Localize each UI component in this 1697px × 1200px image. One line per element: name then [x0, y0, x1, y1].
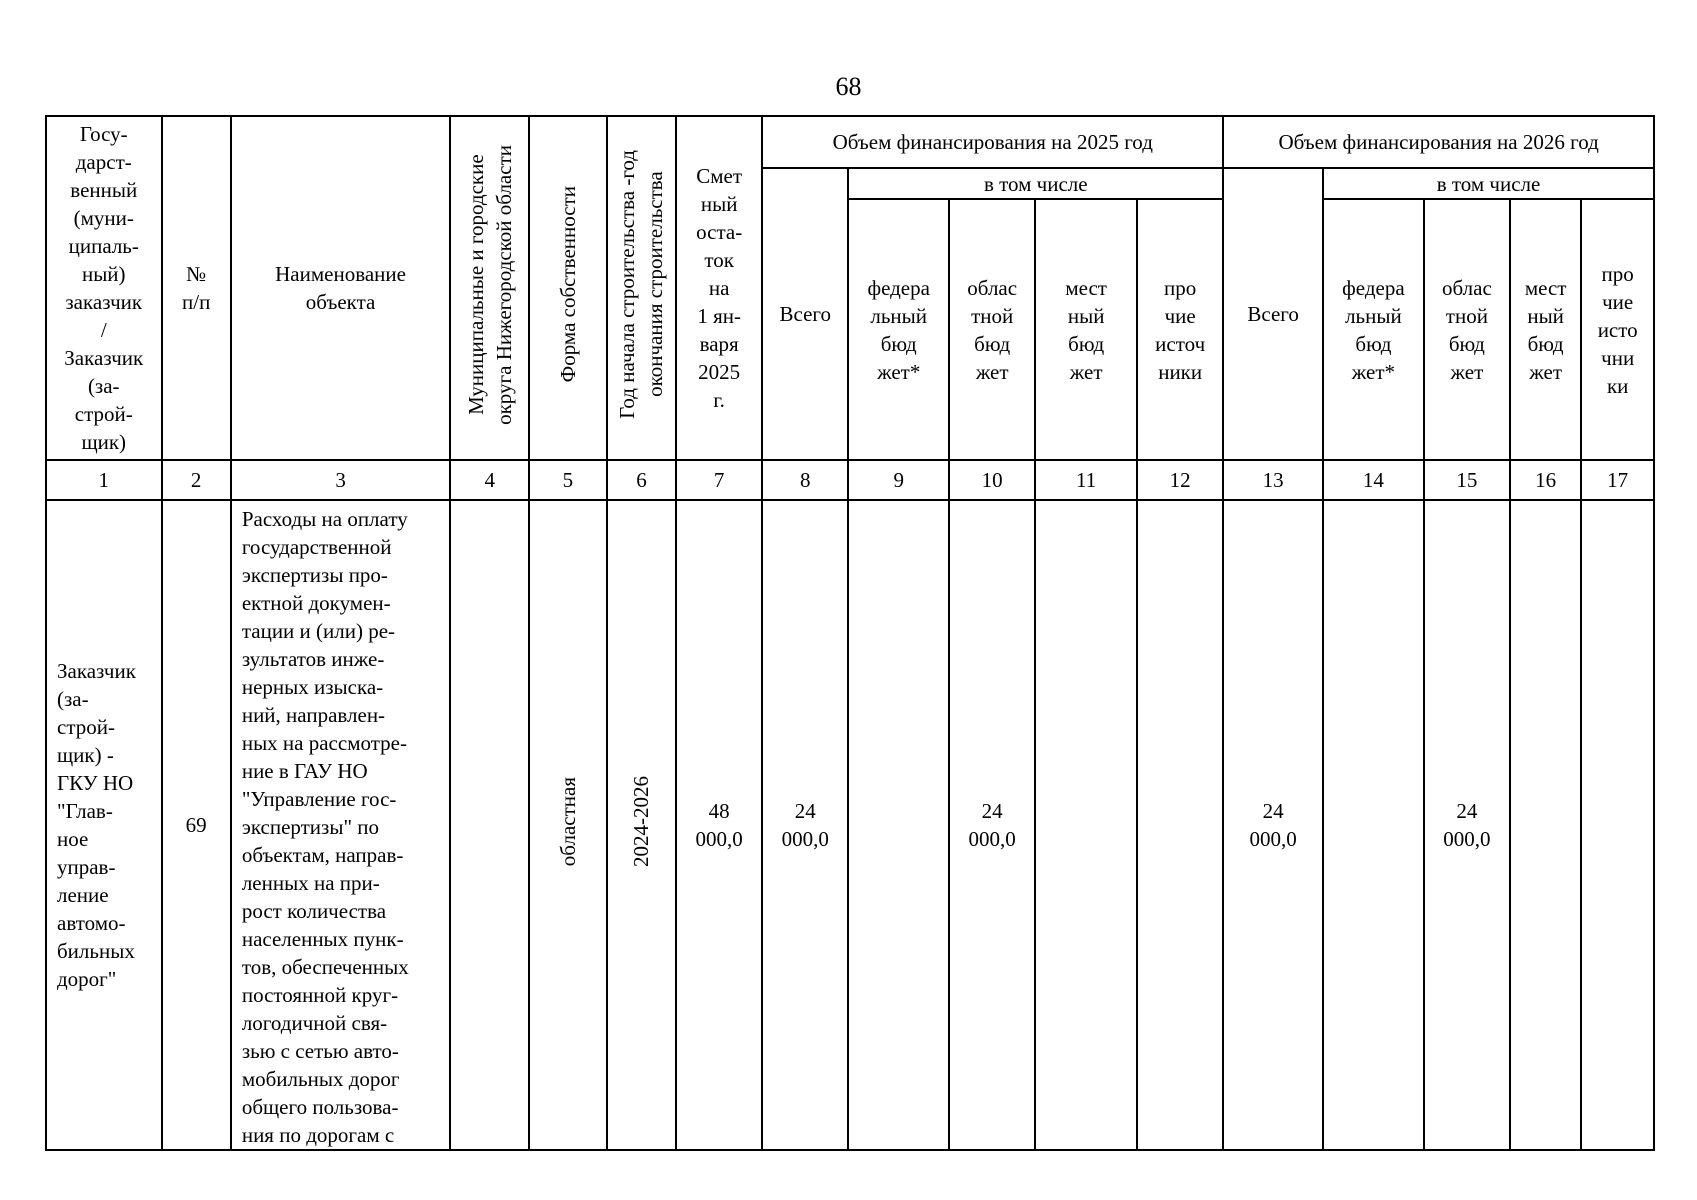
text-line: г.: [713, 388, 725, 412]
text-line: управ-: [57, 855, 116, 879]
text-line: (муни-: [73, 206, 134, 230]
cell-customer: [46, 500, 162, 1150]
cell-num: 69: [162, 500, 231, 1150]
text-line: бюд: [1355, 331, 1392, 356]
header-federal-2026: [1323, 199, 1424, 460]
text-line: окончания строительства: [643, 171, 668, 398]
text-line: государственной: [241, 535, 392, 559]
text-line: мест: [1524, 275, 1567, 300]
header-incl-2026: в том числе: [1323, 168, 1654, 199]
text-line: 000,0: [1443, 827, 1491, 851]
text-line: ГКУ НО: [57, 771, 134, 795]
text-line: объектам, направ-: [241, 843, 404, 867]
text-line: /: [100, 318, 107, 342]
cell-ownership: областная: [529, 500, 607, 1150]
text-line: 1 ян-: [697, 304, 741, 328]
text-line: Муниципальные и городские: [463, 154, 488, 415]
text-line: "Глав-: [57, 799, 113, 823]
text-line: дарст-: [75, 150, 132, 174]
text-line: ное: [57, 827, 89, 851]
cell-name: [231, 500, 450, 1150]
header-incl-2025: в том числе: [848, 168, 1223, 199]
text-line: заказчик: [65, 290, 143, 314]
column-number: 5: [529, 460, 607, 500]
text-line: Смет: [696, 164, 743, 188]
text-line: общего пользова-: [241, 1095, 399, 1119]
text-line: объекта: [305, 290, 376, 314]
column-number: 7: [676, 460, 762, 500]
text-line: ный: [700, 192, 738, 216]
column-number: 15: [1424, 460, 1510, 500]
column-number: 14: [1323, 460, 1424, 500]
header-other-2026: [1581, 199, 1654, 460]
header-local-2026: [1510, 199, 1581, 460]
text-line: облас: [1441, 275, 1492, 300]
cell-federal-2025: [848, 500, 949, 1150]
text-line: Заказчик: [64, 346, 144, 370]
text-line: ток: [704, 248, 734, 272]
text-line: рост количества: [241, 899, 387, 923]
text-line: Расходы на оплату: [241, 507, 408, 531]
cell-federal-2026: [1323, 500, 1424, 1150]
text-line: "Управление гос-: [241, 787, 397, 811]
cell-local-2025: [1035, 500, 1137, 1150]
text-line: (за-: [57, 687, 89, 711]
text-line: ленных на при-: [241, 871, 380, 895]
column-number: 3: [231, 460, 450, 500]
text-line: ный): [81, 262, 126, 286]
text-line: ние в ГАУ НО: [241, 759, 368, 783]
text-line: 24: [1262, 799, 1284, 823]
text-line: населенных пунк-: [241, 927, 404, 951]
text-line: чни: [1601, 345, 1635, 370]
text-line: 2025: [698, 360, 741, 384]
text-line: щик) -: [57, 743, 114, 767]
text-line: постоянной круг-: [241, 983, 399, 1007]
text-line: бюд: [974, 331, 1011, 356]
column-number: 12: [1137, 460, 1223, 500]
header-local-2025: [1035, 199, 1137, 460]
column-number: 4: [450, 460, 529, 500]
header-other-2025: [1137, 199, 1223, 460]
header-ownership: Форма собственности: [529, 116, 607, 460]
text-line: чие: [1164, 303, 1196, 328]
text-line: Наименование: [275, 262, 406, 286]
cell-local-2026: [1510, 500, 1581, 1150]
text-line: нерных изыска-: [241, 675, 384, 699]
text-line: зультатов инже-: [241, 647, 385, 671]
text-line: (за-: [87, 374, 120, 398]
header-num: [162, 116, 231, 460]
text-line: варя: [699, 332, 739, 356]
text-line: ния по дорогам с: [241, 1123, 395, 1147]
text-line: льный: [1345, 303, 1402, 328]
header-remainder: [676, 116, 762, 460]
text-line: автомо-: [57, 911, 126, 935]
text-line: Госу-: [79, 122, 128, 146]
text-line: Заказчик: [57, 659, 136, 683]
text-line: бильных: [57, 939, 135, 963]
text-line: льный: [870, 303, 928, 328]
text-line: бюд: [1527, 331, 1564, 356]
text-line: ный: [1527, 303, 1564, 328]
text-line: тов, обеспеченных: [241, 955, 409, 979]
text-line: экспертизы про-: [241, 563, 388, 587]
header-municipal: [450, 116, 529, 460]
column-numbers-row: [46, 460, 1654, 500]
header-regional-2026: [1424, 199, 1510, 460]
header-total-2025: Всего: [762, 168, 848, 460]
cell-years: 2024-2026: [607, 500, 676, 1150]
text-line: мобильных дорог: [241, 1067, 400, 1091]
text-line: строй-: [74, 402, 133, 426]
text-line: бюд: [1068, 331, 1105, 356]
column-number: 13: [1223, 460, 1323, 500]
text-line: тной: [1445, 303, 1488, 328]
text-line: ципаль-: [68, 234, 139, 258]
text-line: жет*: [1351, 359, 1396, 384]
text-line: 24: [981, 799, 1003, 823]
text-line: про: [1164, 275, 1197, 300]
cell-municipal: [450, 500, 529, 1150]
table-row: [46, 500, 1654, 1150]
column-number: 10: [949, 460, 1035, 500]
text-line: федера: [1342, 275, 1405, 300]
text-line: 000,0: [968, 827, 1016, 851]
text-line: чие: [1602, 289, 1634, 314]
header-total-2026: Всего: [1223, 168, 1323, 460]
text-line: 000,0: [1249, 827, 1297, 851]
text-line: бюд: [880, 331, 917, 356]
column-number: 8: [762, 460, 848, 500]
text-line: жет: [1529, 359, 1562, 384]
financing-table: [45, 115, 1655, 1151]
cell-other-2025: [1137, 500, 1223, 1150]
text-line: 000,0: [781, 827, 829, 851]
cell-other-2026: [1581, 500, 1654, 1150]
text-line: про: [1601, 261, 1634, 286]
cell-remainder: [676, 500, 762, 1150]
text-line: 48: [708, 799, 730, 823]
text-line: федера: [867, 275, 930, 300]
header-regional-2025: [949, 199, 1035, 460]
text-line: жет: [1450, 359, 1484, 384]
text-line: жет: [975, 359, 1009, 384]
text-line: ний, направлен-: [241, 703, 386, 727]
text-line: облас: [967, 275, 1018, 300]
text-line: на: [708, 276, 730, 300]
text-line: ных на рассмотре-: [241, 731, 407, 755]
column-number: 17: [1581, 460, 1654, 500]
column-number: 9: [848, 460, 949, 500]
text-line: тной: [971, 303, 1014, 328]
text-line: ление: [57, 883, 109, 907]
text-line: зью с сетью авто-: [241, 1039, 399, 1063]
cell-regional-2026: [1424, 500, 1510, 1150]
header-fin-2026: Объем финансирования на 2026 год: [1223, 116, 1654, 168]
column-number: 6: [607, 460, 676, 500]
text-line: экспертизы" по: [241, 815, 380, 839]
text-line: венный: [70, 178, 138, 202]
text-line: жет*: [877, 359, 921, 384]
header-customer: [46, 116, 162, 460]
text-line: источ: [1155, 331, 1206, 356]
text-line: тации и (или) ре-: [241, 619, 396, 643]
text-line: щик): [81, 430, 127, 454]
column-number: 2: [162, 460, 231, 500]
text-line: ектной докумен-: [241, 591, 391, 615]
text-line: п/п: [182, 290, 211, 314]
column-number: 16: [1510, 460, 1581, 500]
text-line: дорог": [57, 967, 117, 991]
text-line: 24: [1456, 799, 1478, 823]
cell-total-2025: [762, 500, 848, 1150]
text-line: 24: [794, 799, 816, 823]
cell-total-2026: [1223, 500, 1323, 1150]
text-line: округа Нижегородской области: [491, 144, 516, 425]
text-line: исто: [1597, 317, 1638, 342]
text-line: Год начала строительства -год: [615, 150, 640, 419]
text-line: ки: [1606, 373, 1629, 398]
header-name: [231, 116, 450, 460]
text-line: ный: [1067, 303, 1105, 328]
text-line: №: [186, 262, 207, 286]
text-line: мест: [1065, 275, 1107, 300]
header-years: [607, 116, 676, 460]
text-line: логодичной свя-: [241, 1011, 388, 1035]
text-line: бюд: [1448, 331, 1485, 356]
text-line: оста-: [696, 220, 743, 244]
text-line: строй-: [57, 715, 115, 739]
text-line: ники: [1158, 359, 1203, 384]
column-number: 11: [1035, 460, 1137, 500]
header-federal-2025: [848, 199, 949, 460]
column-number: 1: [46, 460, 162, 500]
cell-regional-2025: [949, 500, 1035, 1150]
text-line: жет: [1069, 359, 1103, 384]
text-line: 000,0: [695, 827, 743, 851]
page-number: 68: [835, 72, 862, 101]
header-fin-2025: Объем финансирования на 2025 год: [762, 116, 1223, 168]
